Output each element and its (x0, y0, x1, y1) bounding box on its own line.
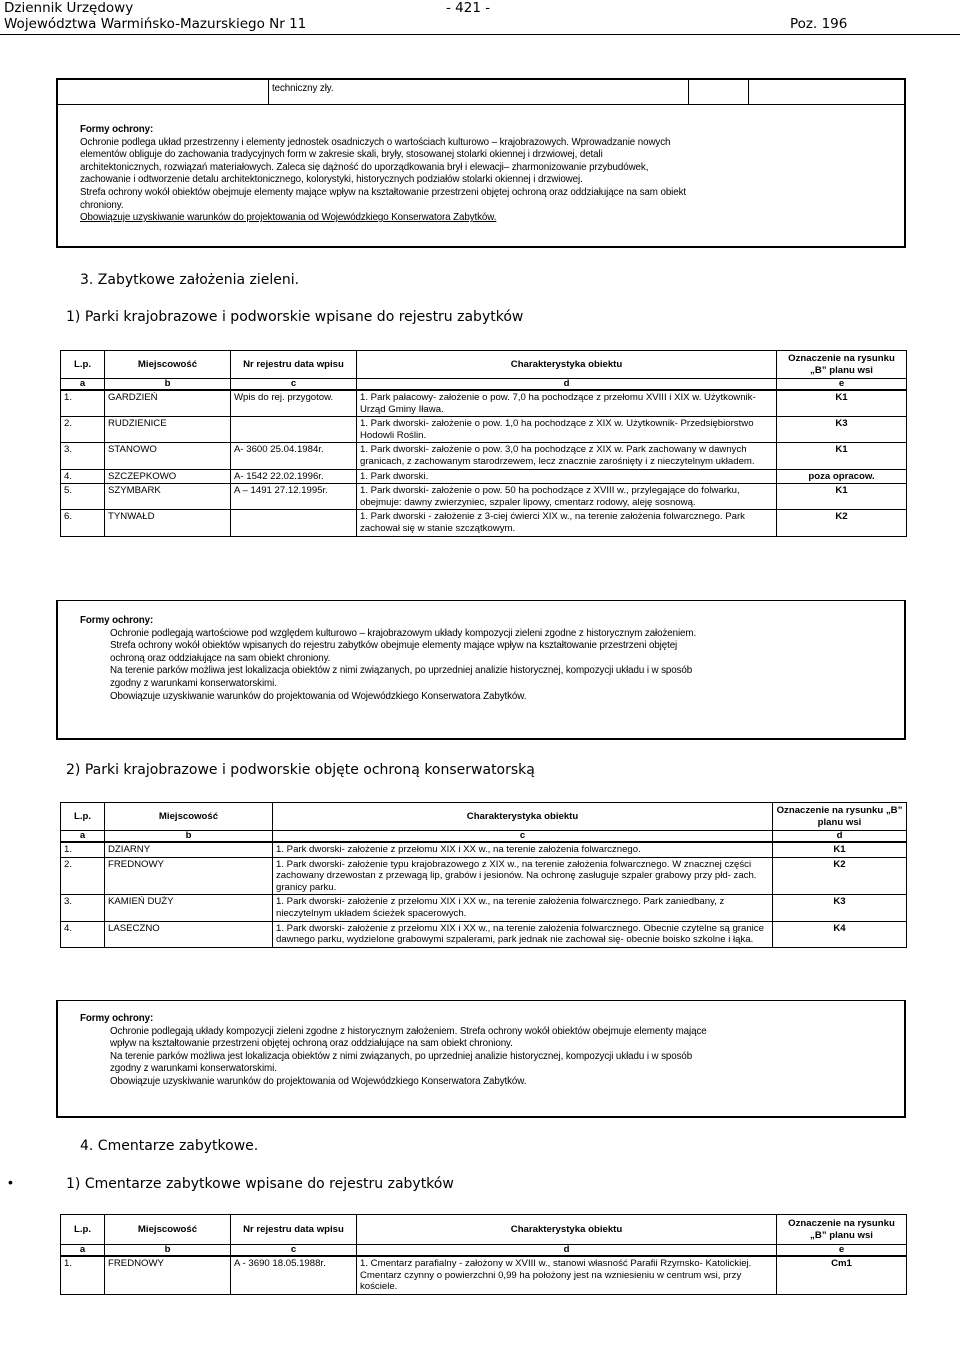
table-row (61, 390, 907, 417)
table-divider (268, 80, 269, 104)
row-register: Wpis do rej. przygotow. (231, 390, 357, 417)
row-lp: 3. (61, 895, 105, 921)
journal-voivodeship: Województwa Warmińsko-Mazurskiego Nr 11 (4, 16, 307, 32)
protection-line: Ochronie podlegają wartościowe pod względem kulturowo – krajobrazowym układy kompozycji zieleni zgodne z historycznym założeniem. (110, 627, 697, 639)
protection-forms-label: Formy ochrony: (80, 124, 154, 135)
row-lp: 1. (61, 390, 105, 417)
col-header: L.p. (61, 351, 105, 379)
table-row (61, 857, 907, 895)
row-mark: poza opracow. (777, 469, 907, 484)
table-header-row (61, 803, 907, 831)
row-description: 1. Park dworski- założenie o pow. 1,0 ha pochodzące z XIX w. Użytkownik- Przedsiębiorstwo Hodowli Roślin. (357, 417, 777, 443)
protection-forms-parks (80, 615, 900, 703)
protection-forms-top (80, 124, 900, 225)
protection-box-parks (56, 600, 906, 740)
row-place: TYNWAŁD (105, 510, 231, 536)
row-mark: Cm1 (777, 1256, 907, 1294)
row-register: A- 1542 22.02.1996r. (231, 469, 357, 484)
row-register: A - 3690 18.05.1988r. (231, 1256, 357, 1294)
row-lp: 5. (61, 484, 105, 510)
row-place: SZYMBARK (105, 484, 231, 510)
row-mark: K2 (777, 510, 907, 536)
protection-forms-protected-parks (80, 1013, 900, 1089)
table-row (61, 484, 907, 510)
row-place: FREDNOWY (105, 857, 273, 895)
previous-table-row (58, 80, 904, 105)
table-row (61, 469, 907, 484)
row-mark: K4 (773, 921, 907, 947)
row-register: A- 3600 25.04.1984r. (231, 443, 357, 469)
col-letter: a (61, 831, 105, 843)
row-description: 1. Park dworski- założenie typu krajobrazowego z XIX w., na terenie założenia folwarcznego. W znacznej części zachowany drzewostan z przewagą lip, grabów i jesionów. Na ochronę zasługuje szpaler grabowy przy płd- zach. granicy parku. (273, 857, 773, 895)
row-place: KAMIEŃ DUŻY (105, 895, 273, 921)
row-mark: K1 (773, 842, 907, 857)
col-header: Miejscowość (105, 803, 273, 831)
protection-box-top (56, 78, 906, 248)
row-place: STANOWO (105, 443, 231, 469)
row-lp: 3. (61, 443, 105, 469)
table-row (61, 921, 907, 947)
protection-line: Ochronie podlegają układy kompozycji zieleni zgodne z historycznym założeniem. Strefa ochrony wokół obiektów obejmuje elementy mające (110, 1025, 707, 1037)
table-divider (748, 80, 749, 104)
col-header: Charakterystyka obiektu (357, 351, 777, 379)
row-lp: 1. (61, 842, 105, 857)
protection-line: zachowanie i odtworzenie detalu architektonicznego, kolorystyki, historycznych podziałów stolarki okiennej i drzwiowej. (80, 174, 583, 186)
col-letter: d (357, 379, 777, 391)
table-row (61, 1256, 907, 1294)
section-3-title: 3. Zabytkowe założenia zieleni. (80, 272, 300, 288)
protection-forms-label: Formy ochrony: (80, 615, 154, 626)
row-mark: K3 (777, 417, 907, 443)
row-place: GARDZIEŃ (105, 390, 231, 417)
protection-line: Strefa ochrony wokół obiektów wpisanych do rejestru zabytków obejmuje elementy mające wpływ na kształtowanie przestrzeni objętej (110, 640, 678, 652)
row-description: 1. Park dworski- założenie z przełomu XIX i XX w., na terenie założenia folwarcznego. Obecnie czytelne są granice dawnego parku, wydzielone grabowymi szpalerami, park jednak nie zachował się- obecnie boisko szkolne i łąka. (273, 921, 773, 947)
row-description: 1. Park dworski- założenie o pow. 3,0 ha pochodzące z XIX w. Park zachowany w dawnych granicach, z zachowanym starodrzewem, lecz znacznie zarośnięty i z nieczytelnym układem. (357, 443, 777, 469)
table-letter-row (61, 379, 907, 391)
row-mark: K1 (777, 484, 907, 510)
row-description: 1. Park dworski- założenie z przełomu XIX i XX w., na terenie założenia folwarcznego. Park zaniedbany, z nieczytelnym układem ścieżek spacerowych. (273, 895, 773, 921)
page-number: - 421 - (446, 0, 491, 16)
journal-title: Dziennik Urzędowy (4, 0, 134, 16)
row-description: 1. Park dworski. (357, 469, 777, 484)
col-header: Oznaczenie na rysunku „B” planu wsi (773, 803, 907, 831)
row-mark: K3 (773, 895, 907, 921)
protection-line: zgodny z warunkami konserwatorskimi. (110, 677, 277, 689)
row-place: RUDZIENICE (105, 417, 231, 443)
protection-line: Obowiązuje uzyskiwanie warunków do projektowania od Wojewódzkiego Konserwatora Zabytków. (110, 1075, 527, 1087)
row-mark: K2 (773, 857, 907, 895)
row-description: 1. Park dworski- założenie o pow. 50 ha pochodzące z XVIII w., przylegające do folwarku, obejmuje: dawny zwierzyniec, szpaler lipowy, cmentarz rodowy, aleję sosnową. (357, 484, 777, 510)
row-description: 1. Cmentarz parafialny - założony w XVIII w., stanowi własność Parafii Rzymsko- Katolickiej. Cmentarz czynny o powierzchni 0,99 ha położony jest na wzniesieniu w centrum wsi, przy kościele. (357, 1256, 777, 1294)
protection-line: wpływ na kształtowanie przestrzeni objętej ochroną oraz oddziałujące na sam obiekt chroniony. (110, 1038, 513, 1050)
parks-protected-table (60, 802, 907, 948)
table-header-row (61, 1215, 907, 1245)
protection-box-protected-parks (56, 1000, 906, 1118)
col-header: L.p. (61, 1215, 105, 1245)
row-lp: 4. (61, 921, 105, 947)
col-letter: d (357, 1245, 777, 1257)
col-letter: c (273, 831, 773, 843)
row-description: 1. Park dworski - założenie z 3-ciej ćwierci XIX w., na terenie założenia folwarcznego. Park zachował się w stanie szczątkowym. (357, 510, 777, 536)
protection-line: ochroną oraz oddziałujące na sam obiekt chroniony. (110, 652, 331, 664)
row-place: DZIARNY (105, 842, 273, 857)
col-header: Nr rejestru data wpisu (231, 351, 357, 379)
col-header: Charakterystyka obiektu (357, 1215, 777, 1245)
col-header: Oznaczenie na rysunku „B” planu wsi (777, 1215, 907, 1245)
row-mark: K1 (777, 390, 907, 417)
row-description: 1. Park dworski- założenie z przełomu XIX i XX w., na terenie założenia folwarcznego. (273, 842, 773, 857)
row-description: 1. Park pałacowy- założenie o pow. 7,0 ha pochodzące z przełomu XVIII i XIX w. Użytkownik- Urząd Gminy Iława. (357, 390, 777, 417)
table-header-row (61, 351, 907, 379)
table-row (61, 510, 907, 536)
protection-line: chroniony. (80, 199, 124, 211)
table-letter-row (61, 831, 907, 843)
section-4-1-title: 1) Cmentarze zabytkowe wpisane do rejestru zabytków (66, 1176, 454, 1192)
bullet-mark: • (8, 1174, 13, 1190)
table-row (61, 443, 907, 469)
col-letter: d (773, 831, 907, 843)
row-register (231, 417, 357, 443)
protection-line: Strefa ochrony wokół obiektów obejmuje elementy mające wpływ na kształtowanie przestrzeni objętej ochroną oraz oddziałujące na sam obiekt (80, 186, 687, 198)
row-lp: 2. (61, 417, 105, 443)
row-place: LASECZNO (105, 921, 273, 947)
parks-register-table (60, 350, 907, 537)
header-divider (0, 34, 960, 35)
protection-line: Obowiązuje uzyskiwanie warunków do projektowania od Wojewódzkiego Konserwatora Zabytków. (80, 212, 497, 224)
table-letter-row (61, 1245, 907, 1257)
protection-line: Na terenie parków możliwa jest lokalizacja obiektów z nimi związanych, po uprzedniej analizie historycznej, kompozycji układu i w sposób (110, 665, 693, 677)
table-row (61, 842, 907, 857)
protection-line: Na terenie parków możliwa jest lokalizacja obiektów z nimi związanych, po uprzedniej analizie historycznej, kompozycji układu i w sposób (110, 1050, 693, 1062)
col-header: Miejscowość (105, 1215, 231, 1245)
row-place: FREDNOWY (105, 1256, 231, 1294)
protection-forms-label: Formy ochrony: (80, 1013, 154, 1024)
position-number: Poz. 196 (790, 16, 848, 32)
table-row (61, 895, 907, 921)
section-3-2-title: 2) Parki krajobrazowe i podworskie objęte ochroną konserwatorską (66, 762, 535, 778)
col-header: Charakterystyka obiektu (273, 803, 773, 831)
col-letter: a (61, 379, 105, 391)
col-letter: e (777, 1245, 907, 1257)
col-letter: a (61, 1245, 105, 1257)
protection-line: architektonicznych, rozwiązań materiałowych. Zaleca się dążność do uporządkowania brył i elewacji– zharmonizowanie przybudówek, (80, 161, 649, 173)
condition-text: techniczny zły. (272, 83, 334, 94)
col-header: L.p. (61, 803, 105, 831)
protection-line: Obowiązuje uzyskiwanie warunków do projektowania od Wojewódzkiego Konserwatora Zabytków. (110, 690, 527, 702)
table-row (61, 417, 907, 443)
section-4-title: 4. Cmentarze zabytkowe. (80, 1138, 259, 1154)
row-mark: K1 (777, 443, 907, 469)
row-lp: 2. (61, 857, 105, 895)
protection-line: elementów obliguje do zachowania tradycyjnych form w zakresie skali, bryły, stosowanej stolarki okiennej i drzwiowej, detali (80, 149, 603, 161)
row-register (231, 510, 357, 536)
section-3-1-title: 1) Parki krajobrazowe i podworskie wpisane do rejestru zabytków (66, 309, 524, 325)
protection-line: zgodny z warunkami konserwatorskimi. (110, 1063, 277, 1075)
col-letter: c (231, 1245, 357, 1257)
row-register: A – 1491 27.12.1995r. (231, 484, 357, 510)
col-letter: b (105, 379, 231, 391)
row-lp: 1. (61, 1256, 105, 1294)
col-letter: b (105, 831, 273, 843)
table-divider (688, 80, 689, 104)
col-letter: b (105, 1245, 231, 1257)
col-header: Nr rejestru data wpisu (231, 1215, 357, 1245)
protection-line: Ochronie podlega układ przestrzenny i elementy jednostek osadniczych o wartościach kulturowo – krajobrazowych. Wprowadzanie nowych (80, 136, 671, 148)
row-lp: 6. (61, 510, 105, 536)
row-place: SZCZEPKOWO (105, 469, 231, 484)
col-letter: c (231, 379, 357, 391)
col-letter: e (777, 379, 907, 391)
col-header: Miejscowość (105, 351, 231, 379)
cemeteries-register-table (60, 1214, 907, 1295)
col-header: Oznaczenie na rysunku „B” planu wsi (777, 351, 907, 379)
row-lp: 4. (61, 469, 105, 484)
